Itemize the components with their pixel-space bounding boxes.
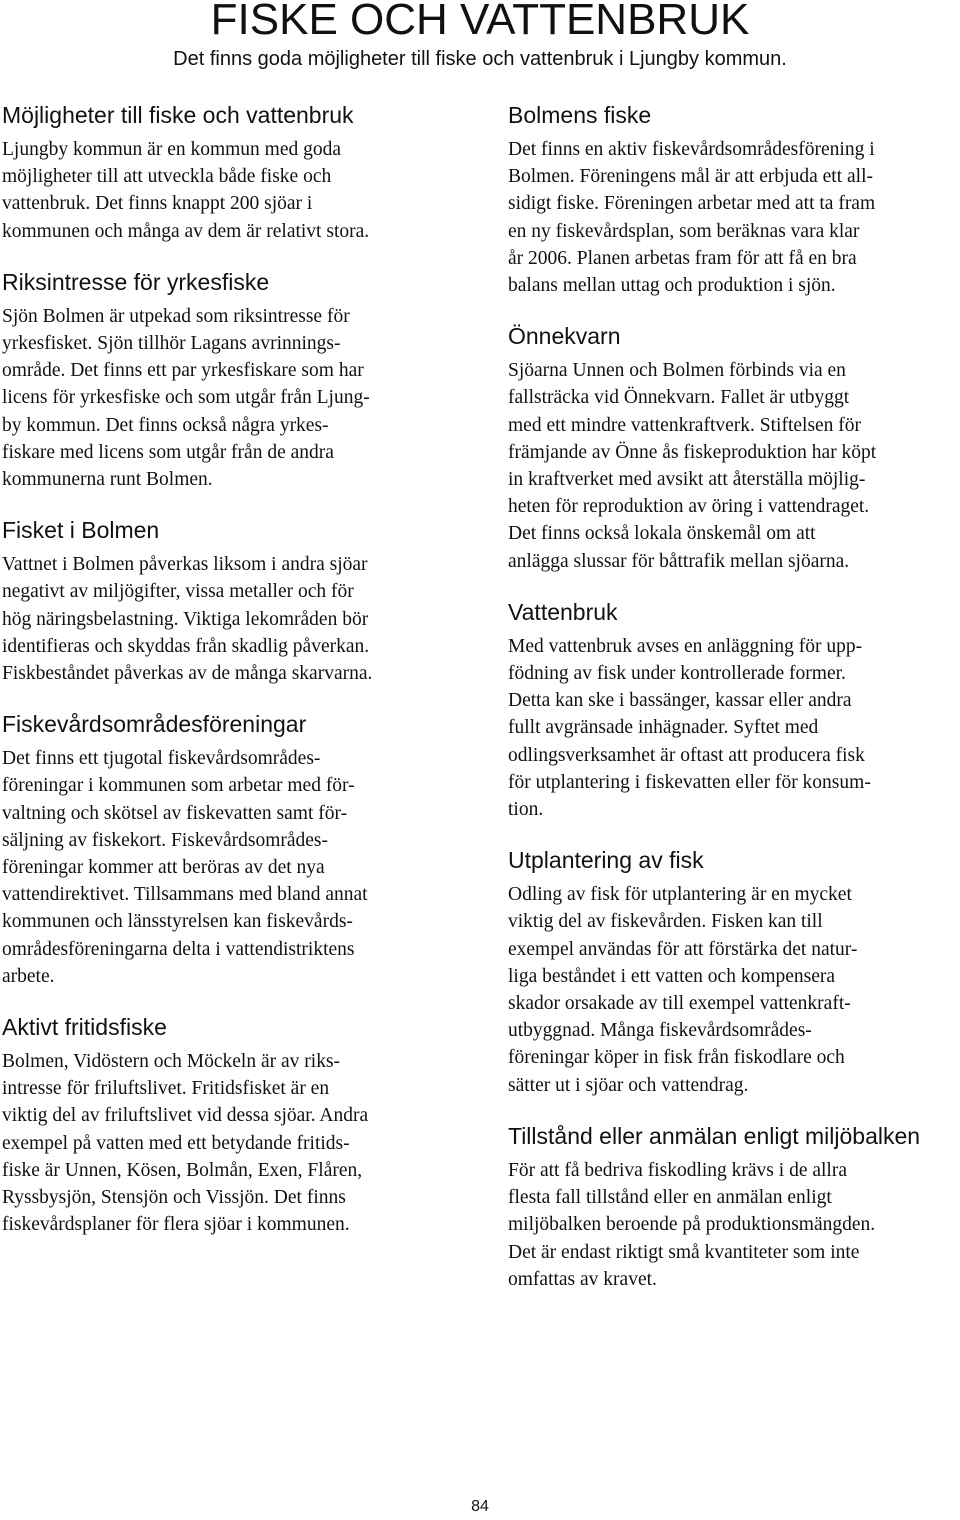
text-line: kommunerna runt Bolmen. — [2, 469, 213, 491]
section-fisket-i-bolmen — [2, 515, 472, 687]
section-heading: Möjligheter till fiske och vattenbruk — [2, 102, 354, 128]
section-body — [508, 633, 958, 823]
section-riksintresse — [2, 267, 472, 493]
section-body — [2, 1048, 472, 1238]
text-line: hög näringsbelastning. Viktiga lekområden bör — [2, 608, 369, 630]
text-line: områdesföreningarna delta i vattendistriktens — [2, 938, 355, 960]
text-line: en ny fiskevårdsplan, som beräknas vara klar — [508, 220, 860, 242]
text-line: viktig del av friluftslivet vid dessa sjöar. Andra — [2, 1105, 369, 1127]
section-mojligheter — [2, 100, 472, 245]
section-body — [508, 136, 958, 299]
text-line: Ljungby kommun är en kommun med goda — [2, 139, 342, 160]
section-heading: Aktivt fritidsfiske — [2, 1014, 167, 1041]
page-title: FISKE OCH VATTENBRUK — [210, 0, 750, 44]
section-body — [2, 551, 472, 687]
text-line: Det finns ett tjugotal fiskevårdsområdes- — [2, 748, 321, 770]
text-line: intresse för friluftslivet. Fritidsfisket är en — [2, 1078, 330, 1100]
text-line: vattendirektivet. Tillsammans med bland annat — [2, 884, 368, 906]
section-body — [2, 745, 472, 990]
text-line: Detta kan ske i bassänger, kassar eller andra — [508, 690, 852, 712]
text-line: främjande av Önne ås fiskeproduktion har köpt — [508, 441, 877, 463]
section-onnekvarn — [508, 321, 958, 575]
section-heading: Fisket i Bolmen — [2, 517, 160, 544]
section-body — [508, 881, 958, 1099]
text-line: arbete. — [2, 965, 55, 987]
section-body — [2, 136, 472, 245]
text-line: Bolmen, Vidöstern och Möckeln är av riks- — [2, 1051, 341, 1073]
text-line: fiskevårdsplaner för flera sjöar i kommunen. — [2, 1214, 350, 1236]
text-line: by kommun. Det finns också några yrkes- — [2, 414, 329, 436]
left-column — [2, 100, 472, 1261]
page-number: 84 — [471, 1498, 489, 1515]
text-line: heten för reproduktion av öring i vattendraget. — [508, 496, 870, 518]
text-line: identifieras och skyddas från skadlig påverkan. — [2, 635, 370, 657]
section-body — [508, 357, 958, 575]
text-line: föreningar i kommunen som arbetar med för- — [2, 775, 355, 797]
text-line: För att få bedriva fiskodling krävs i de allra — [508, 1159, 847, 1181]
text-line: fallsträcka vid Önnekvarn. Fallet är utbyggt — [508, 387, 850, 409]
section-heading: Önnekvarn — [508, 323, 621, 350]
section-body — [508, 1157, 958, 1293]
text-line: yrkesfisket. Sjön tillhör Lagans avrinnings- — [2, 333, 341, 355]
text-line: omfattas av kravet. — [508, 1268, 657, 1290]
section-bolmens-fiske — [508, 100, 958, 299]
text-line: liga beståndet i ett vatten och kompensera — [508, 965, 836, 987]
text-line: fullt avgränsade inhägnader. Syftet med — [508, 717, 819, 739]
text-line: negativt av miljögifter, vissa metaller och för — [2, 581, 354, 603]
text-line: odlingsverksamhet är oftast att producera fisk — [508, 744, 865, 766]
section-heading: Riksintresse för yrkesfiske — [2, 268, 270, 295]
text-line: anlägga slussar för båttrafik mellan sjöarna. — [508, 550, 850, 572]
text-line: födning av fisk under kontrollerade former. — [508, 663, 846, 685]
section-heading: Bolmens fiske — [508, 102, 652, 128]
section-heading: Utplantering av fisk — [508, 847, 704, 874]
section-body — [2, 303, 472, 493]
text-line: exempel användas för att förstärka det natur- — [508, 938, 858, 960]
text-line: Ryssbysjön, Stensjön och Vissjön. Det finns — [2, 1187, 346, 1209]
text-line: miljöbalken beroende på produktionsmängden. — [508, 1214, 876, 1236]
text-line: möjligheter till att utveckla både fiske och — [2, 166, 332, 188]
text-line: tion. — [508, 799, 544, 821]
text-line: Med vattenbruk avses en anläggning för upp- — [508, 635, 863, 657]
text-line: Odling av fisk för utplantering är en mycket — [508, 884, 852, 906]
section-fiskevardsomradesforeningar — [2, 709, 472, 990]
text-line: föreningar köper in fisk från fiskodlare och — [508, 1047, 845, 1069]
section-tillstand — [508, 1121, 958, 1293]
text-line: fiskare med licens som utgår från de andra — [2, 441, 334, 463]
text-line: sidigt fiske. Föreningen arbetar med att ta fram — [508, 193, 876, 215]
section-heading: Tillstånd eller anmälan enligt miljöbalken — [508, 1122, 921, 1149]
text-line: för utplantering i fiskevatten eller för konsum- — [508, 771, 871, 793]
text-line: fiske är Unnen, Kösen, Bolmån, Exen, Flåren, — [2, 1159, 363, 1181]
right-column — [508, 100, 958, 1315]
section-aktivt-fritidsfiske — [2, 1012, 472, 1238]
text-line: med ett mindre vattenkraftverk. Stiftelsen för — [508, 414, 862, 436]
text-line: Det är endast riktigt små kvantiteter som inte — [508, 1241, 860, 1263]
text-line: säljning av fiskekort. Fiskevårdsområdes- — [2, 829, 329, 851]
section-heading: Fiskevårdsområdesföreningar — [2, 711, 307, 738]
text-line: kommunen och länsstyrelsen kan fiskevårds- — [2, 911, 353, 933]
text-line: Det finns en aktiv fiskevårdsområdesförening i — [508, 139, 875, 160]
section-heading: Vattenbruk — [508, 598, 618, 625]
page-subtitle: Det finns goda möjligheter till fiske och vattenbruk i Ljungby kommun. — [173, 48, 787, 70]
text-line: exempel på vatten med ett betydande fritids- — [2, 1132, 350, 1154]
text-line: Sjöarna Unnen och Bolmen förbinds via en — [508, 360, 846, 382]
text-line: flesta fall tillstånd eller en anmälan enligt — [508, 1187, 832, 1209]
text-line: skador orsakade av till exempel vattenkraft- — [508, 993, 851, 1015]
text-line: Sjön Bolmen är utpekad som riksintresse för — [2, 305, 350, 327]
text-line: in kraftverket med avsikt att återställa möjlig- — [508, 469, 866, 491]
text-line: sätter ut i sjöar och vattendrag. — [508, 1074, 749, 1096]
text-line: kommunen och många av dem är relativt stora. — [2, 220, 370, 242]
text-line: Fiskbeståndet påverkas av de många skarvarna. — [2, 663, 373, 685]
text-line: utbyggnad. Många fiskevårdsområdes- — [508, 1020, 812, 1042]
text-line: Vattnet i Bolmen påverkas liksom i andra sjöar — [2, 554, 368, 576]
text-line: år 2006. Planen arbetas fram för att få en bra — [508, 247, 857, 269]
text-line: Det finns också lokala önskemål om att — [508, 523, 816, 545]
text-line: vattenbruk. Det finns knappt 200 sjöar i — [2, 193, 313, 215]
text-line: område. Det finns ett par yrkesfiskare som har — [2, 360, 364, 382]
text-line: licens för yrkesfiske och som utgår från Ljung- — [2, 387, 370, 409]
section-utplantering — [508, 845, 958, 1099]
text-line: viktig del av fiskevården. Fisken kan till — [508, 911, 823, 933]
section-vattenbruk — [508, 597, 958, 823]
text-line: balans mellan uttag och produktion i sjön. — [508, 275, 836, 297]
text-line: Bolmen. Föreningens mål är att erbjuda ett all- — [508, 166, 873, 188]
text-line: valtning och skötsel av fiskevatten samt för- — [2, 802, 348, 824]
text-line: föreningar kommer att beröras av det nya — [2, 857, 325, 879]
